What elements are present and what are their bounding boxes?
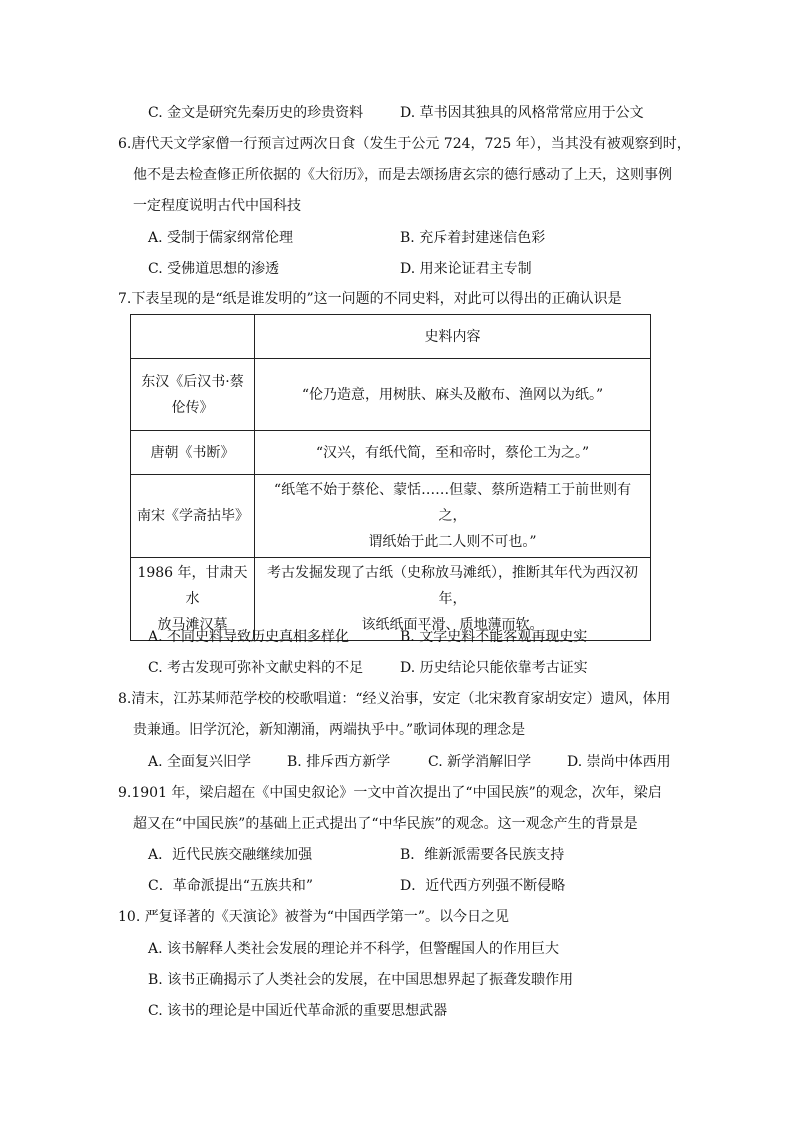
q6-stem-line-1: 6.唐代天文学家僧一行预言过两次日食（发生于公元 724，725 年），当其没有被观察到时， xyxy=(118,136,691,152)
q6-option-a: A. 受制于儒家纲常伦理 xyxy=(148,230,294,246)
q6-option-c: C. 受佛道思想的渗透 xyxy=(148,261,280,277)
q10-stem: 10. 严复译著的《天演论》被誉为“中国西学第一”。以今日之见 xyxy=(118,909,510,925)
q7-option-a: A. 不同史料导致历史真相多样化 xyxy=(148,629,350,645)
content-line: 谓纸始于此二人则不可也。” xyxy=(368,534,537,550)
table-header-empty xyxy=(131,315,255,359)
table-row xyxy=(131,475,651,558)
source-line: 南宋《学斋拈毕》 xyxy=(137,508,249,524)
content-line: “纸笔不始于蔡伦、蒙恬……但蒙、蔡所造精工于前世则有之， xyxy=(273,482,632,524)
content-line: “伦乃造意，用树肤、麻头及敝布、渔网以为纸。” xyxy=(301,386,604,403)
content-line: 该纸纸面平滑、质地薄而软。 xyxy=(361,617,544,633)
q9-option-b: B．维新派需要各民族支持 xyxy=(400,847,565,863)
q6-stem-line-3: 一定程度说明古代中国科技 xyxy=(133,198,301,214)
table-cell-source xyxy=(131,359,255,431)
q10-option-b: B. 该书正确揭示了人类社会的发展，在中国思想界起了振聋发聩作用 xyxy=(148,972,574,988)
q9-option-d: D．近代西方列强不断侵略 xyxy=(400,878,566,894)
q10-option-a: A. 该书解释人类社会发展的理论并不科学，但警醒国人的作用巨大 xyxy=(148,941,560,957)
table-cell-content xyxy=(255,359,651,431)
q5-option-d: D. 草书因其独具的风格常常应用于公文 xyxy=(400,105,644,121)
q6-stem-line-2: 他不是去检查修正所依据的《大衍历》，而是去颂扬唐玄宗的德行感动了上天，这则事例 xyxy=(133,167,672,183)
q5-option-c: C. 金文是研究先秦历史的珍贵资料 xyxy=(148,105,364,121)
source-line: 放马滩汉墓 xyxy=(157,617,228,633)
content-line: 考古发掘发现了古纸（史称放马滩纸），推断其年代为西汉初年， xyxy=(267,565,638,607)
table-cell-source xyxy=(131,431,255,475)
table-header-row xyxy=(131,315,651,359)
q7-source-table xyxy=(130,314,651,641)
q7-option-c: C. 考古发现可弥补文献史料的不足 xyxy=(148,660,364,676)
table-cell-content xyxy=(255,475,651,558)
source-line: 伦传》 xyxy=(171,399,214,416)
q8-option-c: C. 新学消解旧学 xyxy=(428,754,532,770)
content-line: “汉兴，有纸代简，至和帝时，蔡伦工为之。” xyxy=(315,444,590,461)
q7-stem: 7.下表呈现的是“纸是谁发明的”这一问题的不同史料，对此可以得出的正确认识是 xyxy=(118,291,622,307)
q8-stem-line-2: 贵兼通。旧学沉沦，新知潮涌，两端执乎中。”歌词体现的理念是 xyxy=(133,722,526,738)
table-header-content: 史料内容 xyxy=(255,315,651,359)
table-row xyxy=(131,359,651,431)
source-line: 唐朝《书断》 xyxy=(150,444,235,461)
source-line: 东汉《后汉书·蔡 xyxy=(141,373,244,390)
q6-option-d: D. 用来论证君主专制 xyxy=(400,261,532,277)
q6-option-b: B. 充斥着封建迷信色彩 xyxy=(400,230,546,246)
q9-option-a: A．近代民族交融继续加强 xyxy=(148,847,313,863)
q8-stem-line-1: 8.清末，江苏某师范学校的校歌唱道：“经义治事，安定（北宋教育家胡安定）遗风，体用 xyxy=(118,691,671,707)
table-cell-source xyxy=(131,475,255,558)
q9-option-c: C．革命派提出“五族共和” xyxy=(148,878,314,894)
q10-option-c: C. 该书的理论是中国近代革命派的重要思想武器 xyxy=(148,1003,448,1019)
q7-option-b: B. 文字史料不能客观再现史实 xyxy=(400,629,588,645)
q8-option-b: B. 排斥西方新学 xyxy=(287,754,391,770)
table-cell-content xyxy=(255,431,651,475)
q8-option-d: D. 崇尚中体西用 xyxy=(567,754,671,770)
q8-option-a: A. 全面复兴旧学 xyxy=(148,754,252,770)
table-row xyxy=(131,431,651,475)
q9-stem-line-1: 9.1901 年，梁启超在《中国史叙论》一文中首次提出了“中国民族”的观念，次年，梁启 xyxy=(118,785,662,801)
q9-stem-line-2: 超又在“中国民族”的基础上正式提出了“中华民族”的观念。这一观念产生的背景是 xyxy=(133,816,638,832)
source-line: 1986 年，甘肃天水 xyxy=(137,565,248,607)
q7-option-d: D. 历史结论只能依靠考古证实 xyxy=(400,660,588,676)
